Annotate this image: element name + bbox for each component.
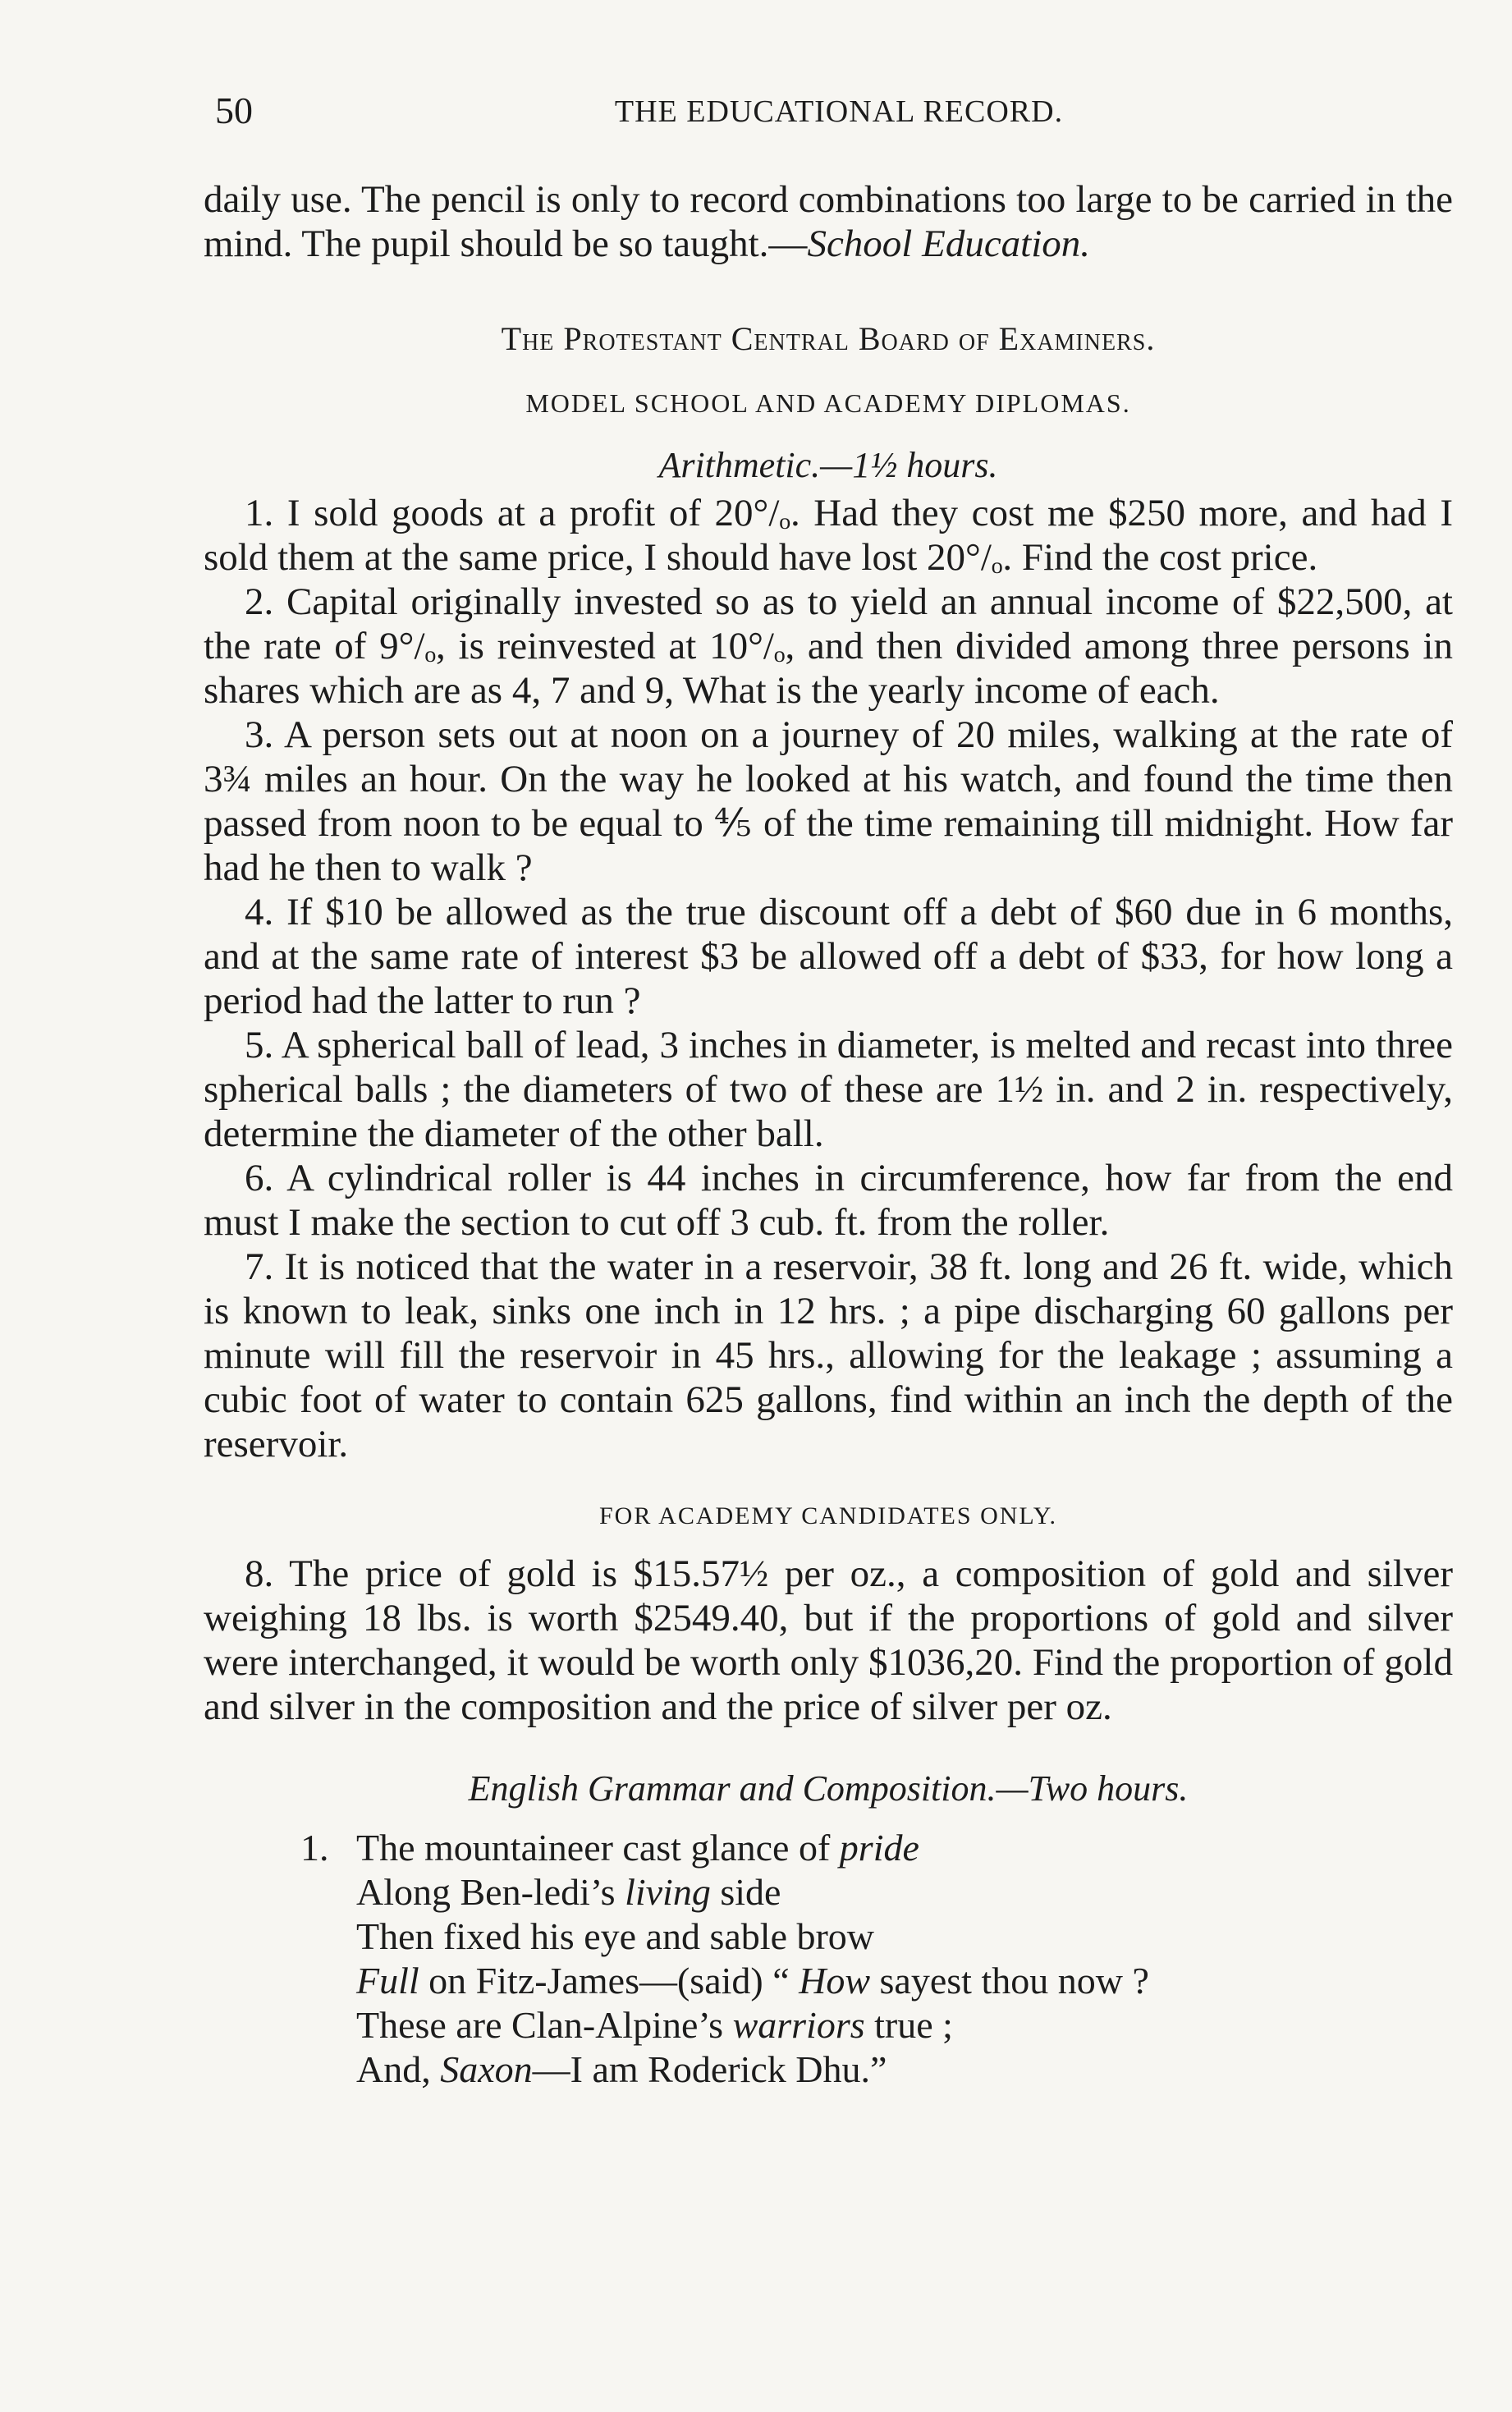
poem-text: Then fixed his eye and sable brow: [356, 1915, 875, 1957]
poem-italic: warriors: [732, 2004, 865, 2046]
poem-line: [300, 1826, 1453, 1870]
page-number: 50: [215, 89, 253, 131]
poem-text: true ;: [864, 2004, 953, 2046]
poem-italic: How: [799, 1960, 871, 2002]
poem-italic: Saxon: [440, 2048, 533, 2090]
poem-line: [300, 2003, 1453, 2047]
question-3: 3. A person sets out at noon on a journey of 20 miles, walking at the rate of 3¾ miles an hour. On the way he looked at his watch, and found the time then passed from noon to be equal to ⅘ of the time remaining till midnight. How far had he then to walk ?: [204, 713, 1453, 889]
poem-text: side: [710, 1871, 781, 1913]
academy-heading: FOR ACADEMY CANDIDATES ONLY.: [598, 1502, 1058, 1529]
poem-text: These are Clan-Alpine’s: [356, 2004, 733, 2046]
poem-text: —I am Roderick Dhu.”: [532, 2048, 887, 2090]
question-5: 5. A spherical ball of lead, 3 inches in diameter, is melted and recast into three spherical balls ; the diameters of two of these are 1½ in. and 2 in. respectively, determine the diameter of the other ball.: [204, 1024, 1453, 1155]
poem-line: [300, 1914, 1453, 1959]
page-body: [204, 177, 1453, 2092]
english-heading: English Grammar and Composition.—Two hours.: [468, 1768, 1189, 1809]
poem-italic: Full: [356, 1960, 419, 2002]
poem-quote: [300, 1826, 1453, 2092]
poem-number: 1.: [300, 1827, 329, 1869]
intro-source: School Education.: [807, 222, 1091, 265]
poem-text: And,: [356, 2048, 441, 2090]
poem-text: sayest thou now ?: [870, 1960, 1149, 2002]
arithmetic-heading: Arithmetic.—1½ hours.: [658, 445, 998, 485]
question-4: 4. If $10 be allowed as the true discount off a debt of $60 due in 6 months, and at the same rate of interest $3 be allowed off a debt of $33, for how long a period had the latter to run ?: [204, 891, 1453, 1022]
question-1: 1. I sold goods at a profit of 20°/ₒ. Had they cost me $250 more, and had I sold them at the same price, I should have lost 20°/ₒ. Find the cost price.: [204, 492, 1453, 579]
question-2: 2. Capital originally invested so as to yield an annual income of $22,500, at the rate of 9°/ₒ, is reinvested at 10°/ₒ, and then divided among three persons in shares which are as 4, 7 and 9, What is the yearly income of each.: [204, 580, 1453, 712]
poem-italic: living: [625, 1871, 711, 1913]
page-header: [215, 89, 1463, 138]
poem-text: The mountaineer cast glance of: [356, 1827, 840, 1869]
board-heading: The Protestant Central Board of Examiners.: [501, 320, 1156, 357]
poem-line: [300, 1870, 1453, 1914]
question-7: 7. It is noticed that the water in a reservoir, 38 ft. long and 26 ft. wide, which is known to leak, sinks one inch in 12 hrs. ; a pipe discharging 60 gallons per minute will fill the reservoir in 45 hrs., allowing for the leakage ; assuming a cubic foot of water to contain 625 gallons, find within an inch the depth of the reservoir.: [204, 1245, 1453, 1465]
poem-line: [300, 1959, 1453, 2003]
intro-paragraph: [204, 177, 1453, 266]
question-6: 6. A cylindrical roller is 44 inches in circumference, how far from the end must I make the section to cut off 3 cub. ft. from the roller.: [204, 1157, 1453, 1244]
poem-text: on Fitz-James—(said) “: [419, 1960, 800, 2002]
question-8: 8. The price of gold is $15.57½ per oz., a composition of gold and silver weighing 18 lbs. is worth $2549.40, but if the proportions of gold and silver were interchanged, it would be worth only $1036,20. Find the proportion of gold and silver in the composition and the price of silver per oz.: [204, 1552, 1453, 1728]
intro-text: daily use. The pencil is only to record combinations too large to be carried in the mind. The pupil should be so taught.—: [204, 178, 1453, 265]
poem-italic: pride: [839, 1827, 919, 1869]
diplomas-heading: MODEL SCHOOL AND ACADEMY DIPLOMAS.: [525, 388, 1131, 418]
poem-text: Along Ben-ledi’s: [356, 1871, 625, 1913]
poem-line: [300, 2047, 1453, 2092]
running-title: THE EDUCATIONAL RECORD.: [614, 94, 1064, 129]
